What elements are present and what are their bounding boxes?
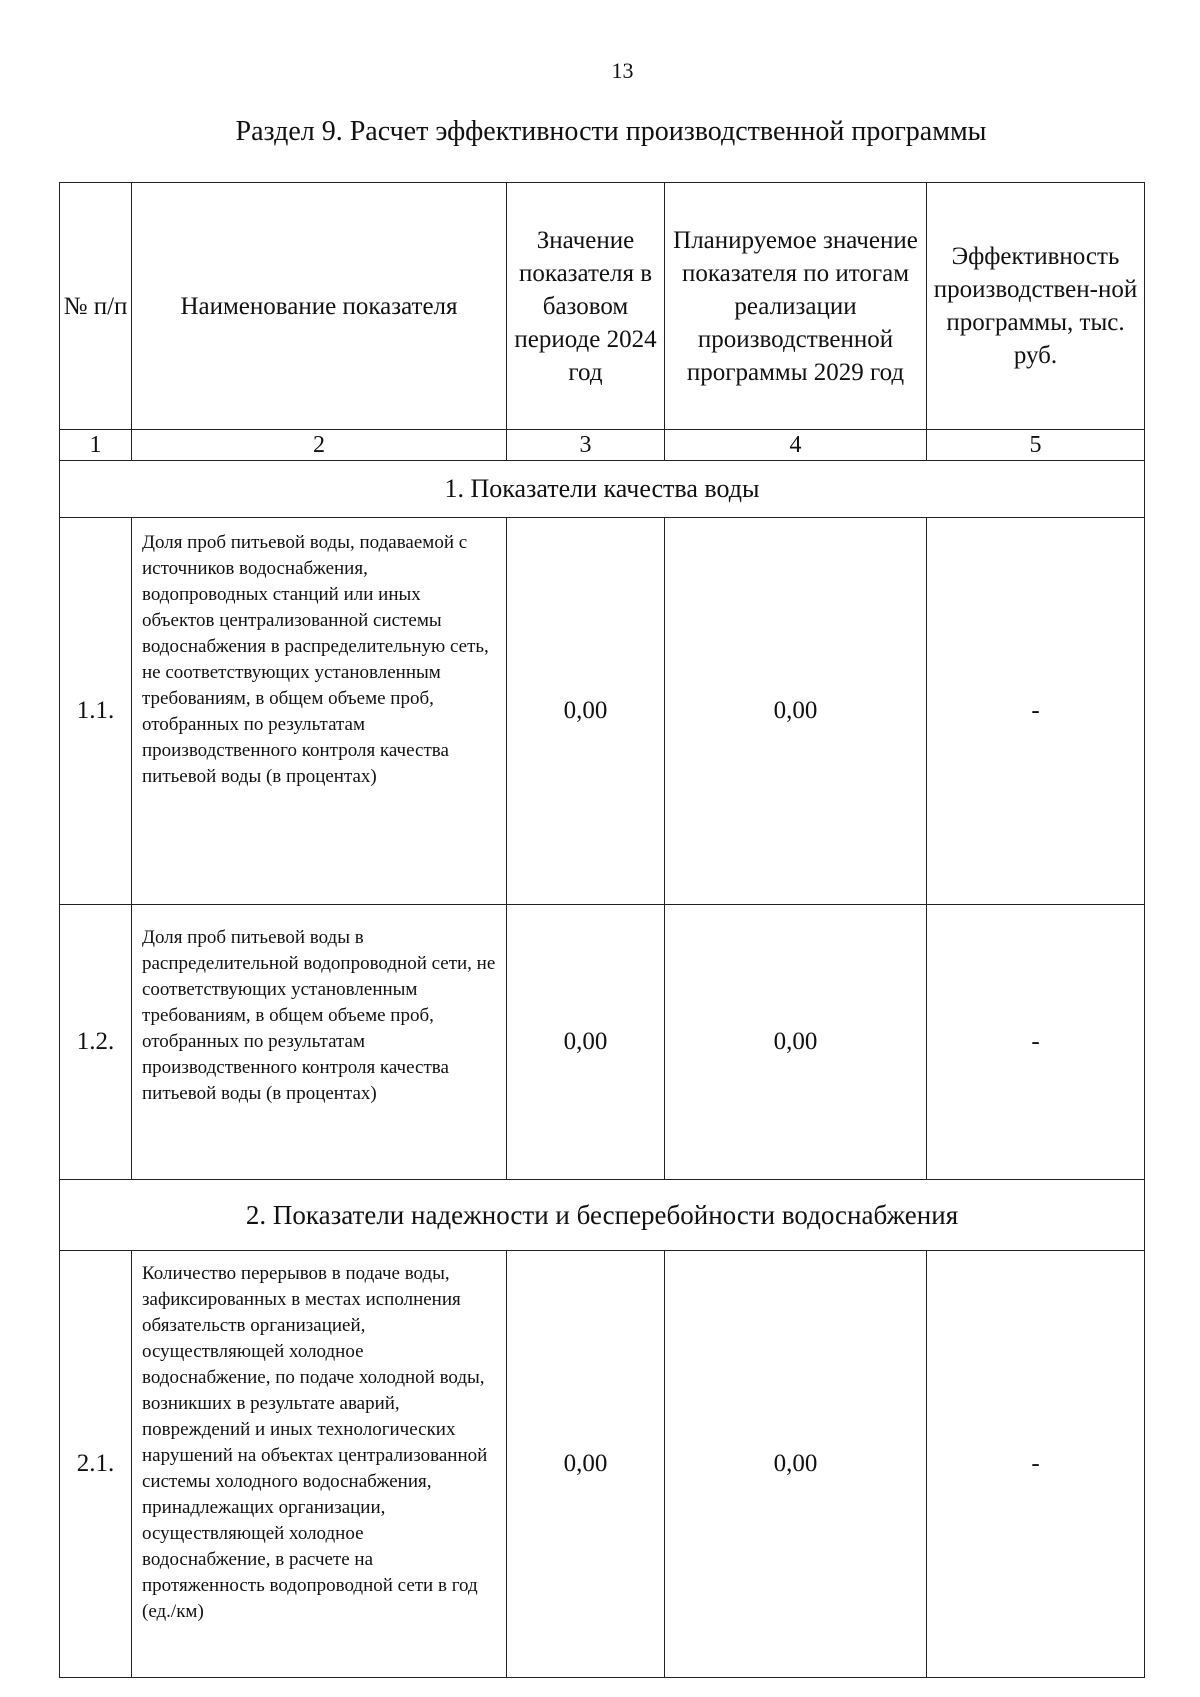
row-efficiency: -	[927, 518, 1145, 905]
header-efficiency: Эффективность производствен-ной программы, тыс. руб.	[927, 183, 1145, 430]
group-row	[60, 461, 1145, 518]
table-row	[60, 1251, 1145, 1678]
row-indicator-name: Количество перерывов в подаче воды, зафиксированных в местах исполнения обязательств организацией, осуществляющей холодное водоснабжение, по подаче холодной воды, возникших в результате аварий, повреждений и иных технологических нарушений на объектах централизованной системы холодного водоснабжения, принадлежащих организации, осуществляющей холодное водоснабжение, в расчете на протяженность водопроводной сети в год (ед./км)	[132, 1251, 507, 1678]
row-planned-value: 0,00	[665, 518, 927, 905]
header-planned-value: Планируемое значение показателя по итогам реализации производственной программы 2029 год	[665, 183, 927, 430]
group-title: 2. Показатели надежности и бесперебойности водоснабжения	[60, 1180, 1145, 1251]
row-indicator-name: Доля проб питьевой воды в распределительной водопроводной сети, не соответствующих установленным требованиям, в общем объеме проб, отобранных по результатам производственного контроля качества питьевой воды (в процентах)	[132, 905, 507, 1180]
table-row	[60, 518, 1145, 905]
row-efficiency: -	[927, 1251, 1145, 1678]
row-base-value: 0,00	[507, 1251, 665, 1678]
row-indicator-name: Доля проб питьевой воды, подаваемой с источников водоснабжения, водопроводных станций или иных объектов централизованной системы водоснабжения в распределительную сеть, не соответствующих установленным требованиям, в общем объеме проб, отобранных по результатам производственного контроля качества питьевой воды (в процентах)	[132, 518, 507, 905]
column-number: 4	[665, 430, 927, 461]
row-index: 2.1.	[60, 1251, 132, 1678]
column-number-row	[60, 430, 1145, 461]
column-number: 1	[60, 430, 132, 461]
row-efficiency: -	[927, 905, 1145, 1180]
group-row	[60, 1180, 1145, 1251]
row-index: 1.1.	[60, 518, 132, 905]
header-indicator-name: Наименование показателя	[132, 183, 507, 430]
row-planned-value: 0,00	[665, 905, 927, 1180]
section-title: Раздел 9. Расчет эффективности производственной программы	[235, 116, 987, 147]
group-title: 1. Показатели качества воды	[60, 461, 1145, 518]
header-base-value: Значение показателя в базовом периоде 2024 год	[507, 183, 665, 430]
row-base-value: 0,00	[507, 518, 665, 905]
row-base-value: 0,00	[507, 905, 665, 1180]
column-number: 5	[927, 430, 1145, 461]
column-number: 3	[507, 430, 665, 461]
page-number: 13	[611, 58, 634, 83]
efficiency-table	[59, 182, 1145, 1678]
column-number: 2	[132, 430, 507, 461]
table-row	[60, 905, 1145, 1180]
header-index: № п/п	[60, 183, 132, 430]
row-planned-value: 0,00	[665, 1251, 927, 1678]
row-index: 1.2.	[60, 905, 132, 1180]
table-header-row	[60, 183, 1145, 430]
